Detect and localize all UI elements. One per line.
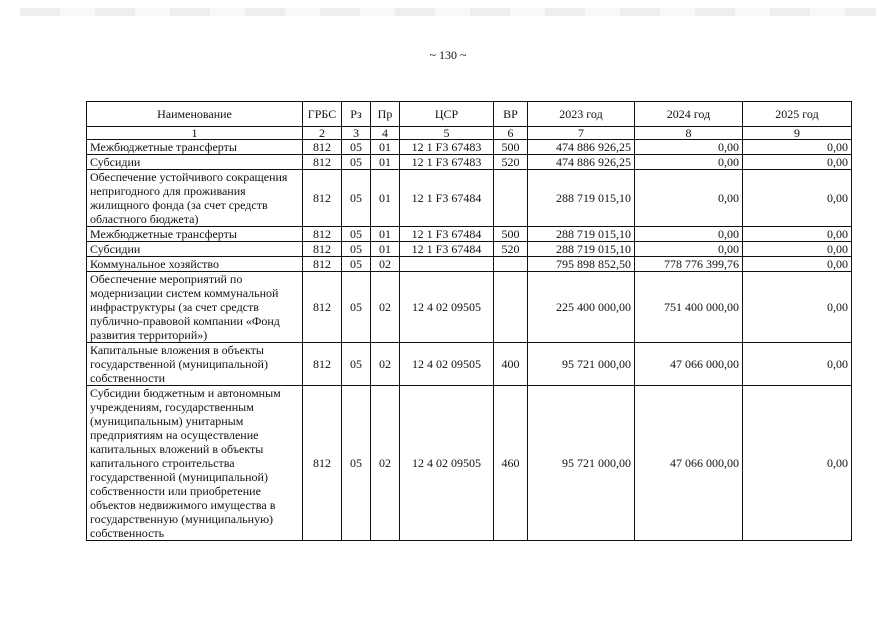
- cell-name: Коммунальное хозяйство: [87, 257, 303, 272]
- cell-2024: 47 066 000,00: [635, 386, 743, 541]
- cell-2024: 0,00: [635, 170, 743, 227]
- cell-grbs: 812: [303, 140, 342, 155]
- cell-name: Субсидии: [87, 242, 303, 257]
- cell-2024: 0,00: [635, 227, 743, 242]
- column-number: 4: [371, 127, 400, 140]
- cell-pr: 02: [371, 386, 400, 541]
- cell-vr: 520: [494, 155, 528, 170]
- cell-pr: 01: [371, 155, 400, 170]
- cell-2025: 0,00: [743, 170, 852, 227]
- cell-pr: 01: [371, 140, 400, 155]
- cell-name: Субсидии бюджетным и автономным учреждениям, государственным (муниципальным) унитарным предприятиям на осуществление капитальных вложений в объекты капитального строительства государственной (муниципальной) собственности или приобретение объектов недвижимого имущества в государственную (муниципальную) собственность: [87, 386, 303, 541]
- cell-grbs: 812: [303, 170, 342, 227]
- cell-2023: 288 719 015,10: [528, 170, 635, 227]
- table-row: [87, 170, 852, 227]
- column-number: 1: [87, 127, 303, 140]
- cell-vr: 500: [494, 227, 528, 242]
- column-number: 2: [303, 127, 342, 140]
- cell-2025: 0,00: [743, 155, 852, 170]
- cell-csr: 12 4 02 09505: [400, 272, 494, 343]
- column-number: 3: [342, 127, 371, 140]
- header-2023: 2023 год: [528, 102, 635, 127]
- cell-grbs: 812: [303, 386, 342, 541]
- cell-name: Межбюджетные трансферты: [87, 140, 303, 155]
- cell-vr: 500: [494, 140, 528, 155]
- table-row: [87, 343, 852, 386]
- header-vr: ВР: [494, 102, 528, 127]
- table-row: [87, 242, 852, 257]
- cell-2023: 474 886 926,25: [528, 140, 635, 155]
- cell-pr: 02: [371, 272, 400, 343]
- cell-rz: 05: [342, 272, 371, 343]
- cell-2023: 474 886 926,25: [528, 155, 635, 170]
- cell-grbs: 812: [303, 155, 342, 170]
- cell-pr: 01: [371, 170, 400, 227]
- table-row: [87, 257, 852, 272]
- cell-csr: 12 1 F3 67484: [400, 242, 494, 257]
- cell-csr: 12 1 F3 67484: [400, 170, 494, 227]
- cell-2023: 288 719 015,10: [528, 242, 635, 257]
- cell-vr: [494, 272, 528, 343]
- cell-2024: 0,00: [635, 140, 743, 155]
- table-row: [87, 272, 852, 343]
- column-number: 8: [635, 127, 743, 140]
- cell-rz: 05: [342, 170, 371, 227]
- header-pr: Пр: [371, 102, 400, 127]
- cell-2023: 795 898 852,50: [528, 257, 635, 272]
- header-name: Наименование: [87, 102, 303, 127]
- column-number: 7: [528, 127, 635, 140]
- cell-pr: 02: [371, 257, 400, 272]
- cell-rz: 05: [342, 386, 371, 541]
- cell-grbs: 812: [303, 257, 342, 272]
- column-number: 6: [494, 127, 528, 140]
- cell-pr: 01: [371, 227, 400, 242]
- cell-2024: 751 400 000,00: [635, 272, 743, 343]
- column-number: 5: [400, 127, 494, 140]
- cell-rz: 05: [342, 155, 371, 170]
- header-2024: 2024 год: [635, 102, 743, 127]
- cell-2024: 778 776 399,76: [635, 257, 743, 272]
- table-row: [87, 386, 852, 541]
- cell-vr: [494, 170, 528, 227]
- cell-csr: 12 4 02 09505: [400, 343, 494, 386]
- cell-2023: 95 721 000,00: [528, 386, 635, 541]
- cell-vr: 520: [494, 242, 528, 257]
- table-row: [87, 155, 852, 170]
- header-2025: 2025 год: [743, 102, 852, 127]
- cell-csr: 12 1 F3 67484: [400, 227, 494, 242]
- cell-2025: 0,00: [743, 272, 852, 343]
- header-rz: Рз: [342, 102, 371, 127]
- budget-table: [86, 101, 852, 541]
- cell-2025: 0,00: [743, 386, 852, 541]
- cell-2024: 47 066 000,00: [635, 343, 743, 386]
- cell-name: Обеспечение мероприятий по модернизации систем коммунальной инфраструктуры (за счет средств публично-правовой компании «Фонд развития территорий»): [87, 272, 303, 343]
- cell-name: Капитальные вложения в объекты государственной (муниципальной) собственности: [87, 343, 303, 386]
- cell-grbs: 812: [303, 272, 342, 343]
- scan-artifact: [20, 8, 876, 16]
- cell-csr: 12 4 02 09505: [400, 386, 494, 541]
- cell-pr: 02: [371, 343, 400, 386]
- cell-rz: 05: [342, 242, 371, 257]
- cell-rz: 05: [342, 343, 371, 386]
- table-body: [87, 140, 852, 541]
- page-number: ~ 130 ~: [429, 48, 467, 62]
- cell-name: Межбюджетные трансферты: [87, 227, 303, 242]
- cell-2024: 0,00: [635, 155, 743, 170]
- cell-csr: 12 1 F3 67483: [400, 155, 494, 170]
- cell-rz: 05: [342, 140, 371, 155]
- table-row: [87, 140, 852, 155]
- cell-rz: 05: [342, 227, 371, 242]
- cell-2023: 225 400 000,00: [528, 272, 635, 343]
- header-grbs: ГРБС: [303, 102, 342, 127]
- cell-vr: 400: [494, 343, 528, 386]
- cell-2023: 95 721 000,00: [528, 343, 635, 386]
- cell-pr: 01: [371, 242, 400, 257]
- cell-2025: 0,00: [743, 343, 852, 386]
- cell-grbs: 812: [303, 242, 342, 257]
- cell-vr: 460: [494, 386, 528, 541]
- cell-2025: 0,00: [743, 242, 852, 257]
- cell-grbs: 812: [303, 227, 342, 242]
- cell-vr: [494, 257, 528, 272]
- cell-name: Обеспечение устойчивого сокращения непригодного для проживания жилищного фонда (за счет средств областного бюджета): [87, 170, 303, 227]
- cell-rz: 05: [342, 257, 371, 272]
- cell-csr: [400, 257, 494, 272]
- cell-2025: 0,00: [743, 140, 852, 155]
- cell-name: Субсидии: [87, 155, 303, 170]
- table-row: [87, 227, 852, 242]
- header-csr: ЦСР: [400, 102, 494, 127]
- cell-csr: 12 1 F3 67483: [400, 140, 494, 155]
- cell-2024: 0,00: [635, 242, 743, 257]
- cell-2025: 0,00: [743, 257, 852, 272]
- cell-2025: 0,00: [743, 227, 852, 242]
- cell-2023: 288 719 015,10: [528, 227, 635, 242]
- column-number: 9: [743, 127, 852, 140]
- cell-grbs: 812: [303, 343, 342, 386]
